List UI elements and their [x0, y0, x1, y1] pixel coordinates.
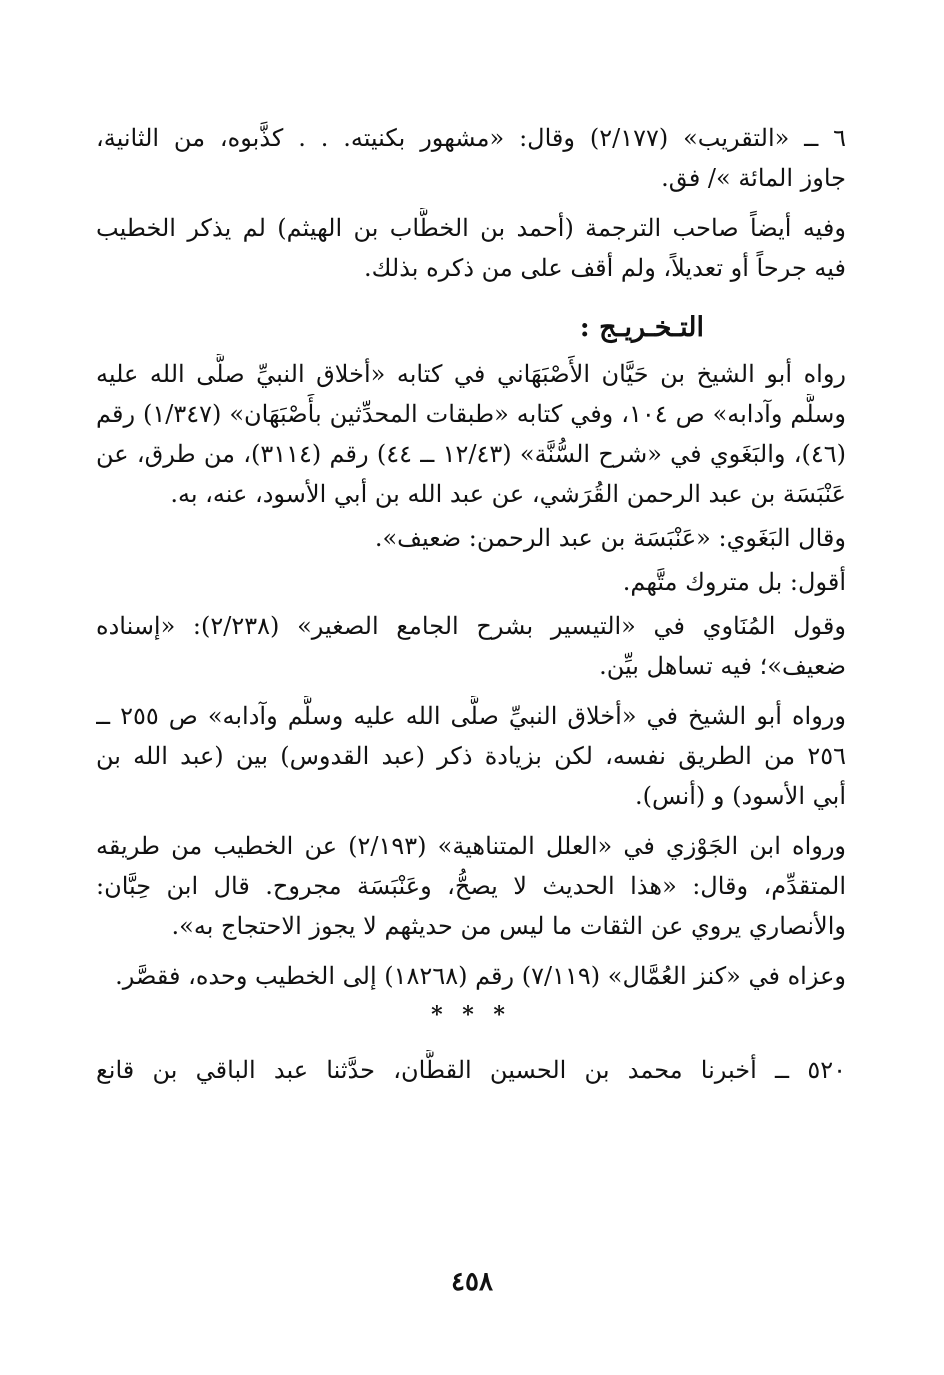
text-line: ورواه أبو الشيخ في «أخلاق النبيِّ صلَّى الله عليه وسلَّم وآدابه» ص ٢٥٥ ــ [96, 702, 846, 730]
footnote-6 [96, 118, 846, 198]
text-line: المتقدِّم، وقال: «هذا الحديث لا يصحُّ، وعَنْبَسَة مجروح. قال ابن حِبَّان: [96, 872, 846, 900]
paragraph-kanz [96, 956, 846, 996]
paragraph-narrator-note [96, 208, 846, 288]
paragraph-abu-shaykh [96, 354, 846, 514]
paragraph-munawi [96, 606, 846, 686]
text-line: ٦ ــ «التقريب» (٢/١٧٧) وقال: «مشهور بكنيته. . . كذَّبوه، من الثانية، [96, 124, 846, 152]
section-heading-takhrij: التـخـريـج : [579, 312, 704, 343]
text-line: ورواه ابن الجَوْزي في «العلل المتناهية» (٢/١٩٣) عن الخطيب من طريقه [96, 832, 846, 860]
text-line: (٤٦)، والبَغَوي في «شرح السُّنَّة» (١٢/٤٣ ــ ٤٤) رقم (٣١١٤)، من طرق، عن [96, 440, 846, 468]
hadith-520 [96, 1050, 846, 1090]
text-line: ٥٢٠ ــ أخبرنا محمد بن الحسين القطَّان، حدَّثنا عبد الباقي بن قانع [96, 1056, 846, 1084]
paragraph-baghawi [96, 518, 846, 558]
text-line: عَنْبَسَة بن عبد الرحمن القُرَشي، عن عبد الله بن أبي الأسود، عنه، به. [170, 480, 846, 508]
text-line: فيه جرحاً أو تعديلاً، ولم أقف على من ذكره بذلك. [364, 254, 846, 282]
text-line: ضعيف»؛ فيه تساهل بيِّن. [599, 652, 846, 680]
text-line: وعزاه في «كنز العُمَّال» (٧/١١٩) رقم (١٨٢٦٨) إلى الخطيب وحده، فقصَّر. [115, 962, 846, 990]
text-line: أبي الأسود) و (أنس). [634, 782, 846, 810]
page-body [96, 118, 846, 1100]
text-line: أقول: بل متروك متَّهم. [622, 568, 846, 596]
section-separator: * * * [431, 1002, 511, 1028]
paragraph-aqul [96, 562, 846, 602]
text-line: ٢٥٦ من الطريق نفسه، لكن بزيادة ذكر (عبد القدوس) بين (عبد الله بن [96, 742, 846, 770]
text-line: وفيه أيضاً صاحب الترجمة (أحمد بن الخطَّاب بن الهيثم) لم يذكر الخطيب [96, 214, 846, 242]
paragraph-abu-shaykh-2 [96, 696, 846, 816]
text-line: وقول المُنَاوي في «التيسير بشرح الجامع الصغير» (٢/٢٣٨): «إسناده [96, 612, 846, 640]
paragraph-ibn-jawzi [96, 826, 846, 946]
text-line: وسلَّم وآدابه» ص ١٠٤، وفي كتابه «طبقات المحدِّثين بأَصْبَهَان» (١/٣٤٧) رقم [96, 400, 846, 428]
text-line: وقال البَغَوي: «عَنْبَسَة بن عبد الرحمن: ضعيف». [374, 524, 846, 552]
text-line: جاوز المائة »/ فق. [661, 164, 846, 192]
text-line: رواه أبو الشيخ بن حَيَّان الأَصْبَهَاني في كتابه «أخلاق النبيِّ صلَّى الله عليه [96, 360, 846, 388]
page-number: ٤٥٨ [451, 1267, 493, 1297]
text-line: والأنصاري يروي عن الثقات ما ليس من حديثهم لا يجوز الاحتجاج به». [171, 912, 846, 940]
